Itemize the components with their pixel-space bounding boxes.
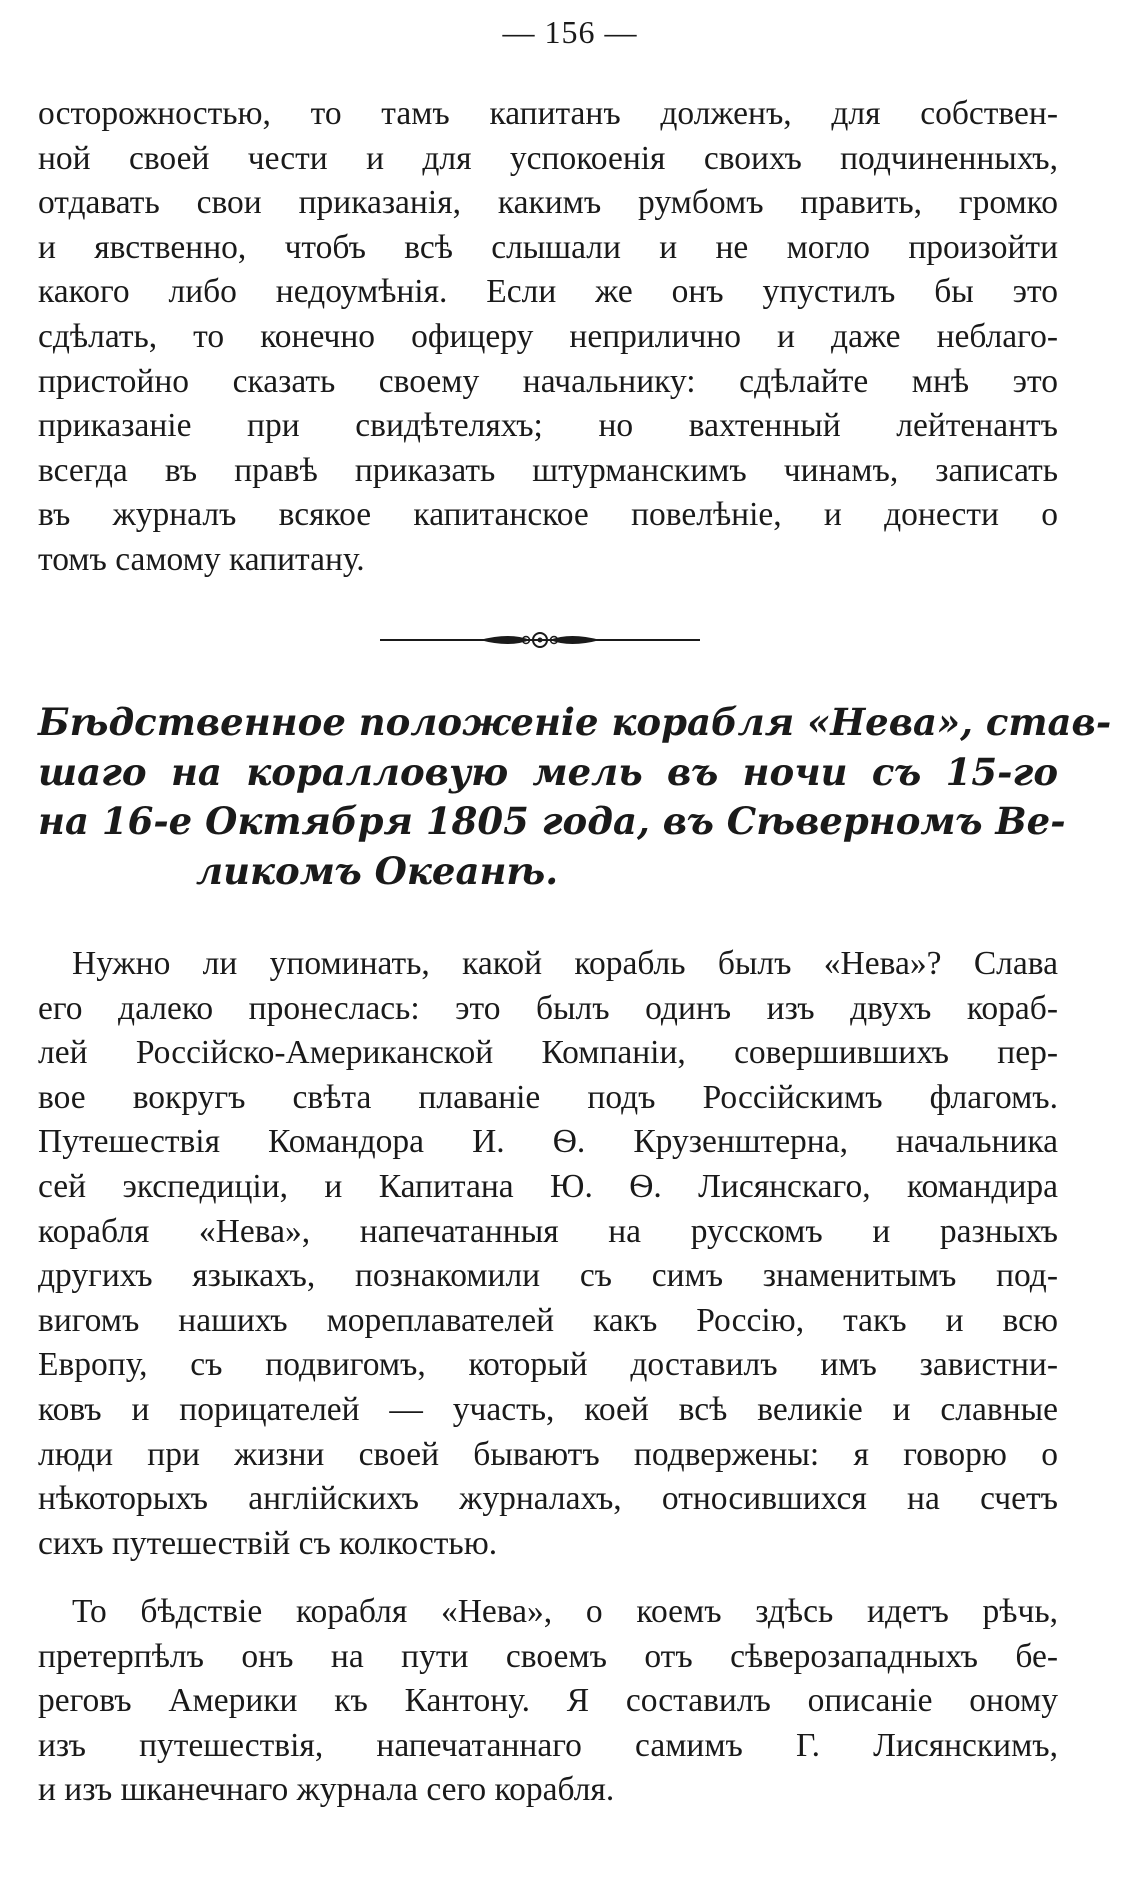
paragraph-3	[38, 1590, 1058, 1813]
text-line: вое вокругъ свѣта плаваніе подъ Россійскимъ флагомъ.	[38, 1078, 1058, 1116]
chapter-heading	[38, 698, 1112, 896]
text-line: другихъ языкахъ, познакомили съ симъ знаменитымъ под-	[38, 1257, 1058, 1295]
divider-ornament	[380, 628, 700, 652]
heading-line: шаго на коралловую мель въ ночи съ 15-го	[38, 749, 1058, 794]
text-line: корабля «Нева», напечатанныя на русскомъ и разныхъ	[38, 1212, 1058, 1250]
text-line: ковъ и порицателей — участь, коей всѣ великіе и славные	[38, 1390, 1058, 1428]
text-line: сихъ путешествій съ колкостью.	[38, 1524, 498, 1562]
text-line: всегда въ правѣ приказать штурманскимъ чинамъ, записать	[38, 451, 1058, 489]
heading-line: ликомъ Океанѣ.	[196, 848, 559, 893]
text-line: въ журналъ всякое капитанское повелѣніе, и донести о	[38, 496, 1058, 534]
text-line: изъ путешествія, напечатаннаго самимъ Г. Лисянскимъ,	[38, 1726, 1058, 1764]
text-line: То бѣдствіе корабля «Нева», о коемъ здѣсь идетъ рѣчь,	[72, 1593, 1058, 1630]
text-line: и изъ шканечнаго журнала сего корабля.	[38, 1771, 615, 1809]
page-number: — 156 —	[502, 14, 638, 50]
text-line: Европу, съ подвигомъ, который доставилъ имъ завистни-	[38, 1346, 1058, 1384]
text-line: люди при жизни своей бываютъ подвержены: я говорю о	[38, 1435, 1058, 1473]
text-line: томъ самому капитану.	[38, 540, 365, 578]
text-line: ной своей чести и для успокоенія своихъ подчиненныхъ,	[38, 139, 1058, 177]
text-line: нѣкоторыхъ англійскихъ журналахъ, относившихся на счетъ	[38, 1480, 1058, 1518]
text-line: вигомъ нашихъ мореплавателей какъ Россію, такъ и всю	[38, 1301, 1058, 1339]
text-line: какого либо недоумѣнія. Если же онъ упустилъ бы это	[38, 273, 1058, 311]
text-line: Путешествія Командора И. Ѳ. Крузенштерна, начальника	[38, 1123, 1058, 1161]
text-line: реговъ Америки къ Кантону. Я составилъ описаніе оному	[38, 1682, 1058, 1720]
text-line: осторожностью, то тамъ капитанъ долженъ, для собствен-	[38, 95, 1058, 132]
paragraph-2	[38, 942, 1058, 1566]
text-line: сдѣлать, то конечно офицеру неприлично и даже неблаго-	[38, 317, 1058, 355]
text-line: отдавать свои приказанія, какимъ румбомъ править, громко	[38, 184, 1058, 222]
heading-line: на 16-е Октября 1805 года, въ Сѣверномъ Ве-	[38, 799, 1066, 843]
text-line: претерпѣлъ онъ на пути своемъ отъ сѣверозападныхъ бе-	[38, 1637, 1058, 1675]
text-line: и явственно, чтобъ всѣ слышали и не могло произойти	[38, 228, 1058, 266]
text-line: пристойно сказать своему начальнику: сдѣлайте мнѣ это	[38, 362, 1058, 400]
text-line: его далеко пронеслась: это былъ одинъ изъ двухъ кораб-	[38, 989, 1058, 1027]
text-line: Нужно ли упоминать, какой корабль былъ «Нева»? Слава	[72, 945, 1058, 982]
heading-line: Бѣдственное положеніе корабля «Нева», став-	[38, 700, 1112, 744]
paragraph-top	[38, 92, 1058, 583]
text-line: лей Россійско-Американской Компаніи, совершившихъ пер-	[38, 1034, 1058, 1072]
text-line: приказаніе при свидѣтеляхъ; но вахтенный лейтенантъ	[38, 407, 1058, 445]
text-line: сей экспедиціи, и Капитана Ю. Ѳ. Лисянскаго, командира	[38, 1167, 1058, 1205]
